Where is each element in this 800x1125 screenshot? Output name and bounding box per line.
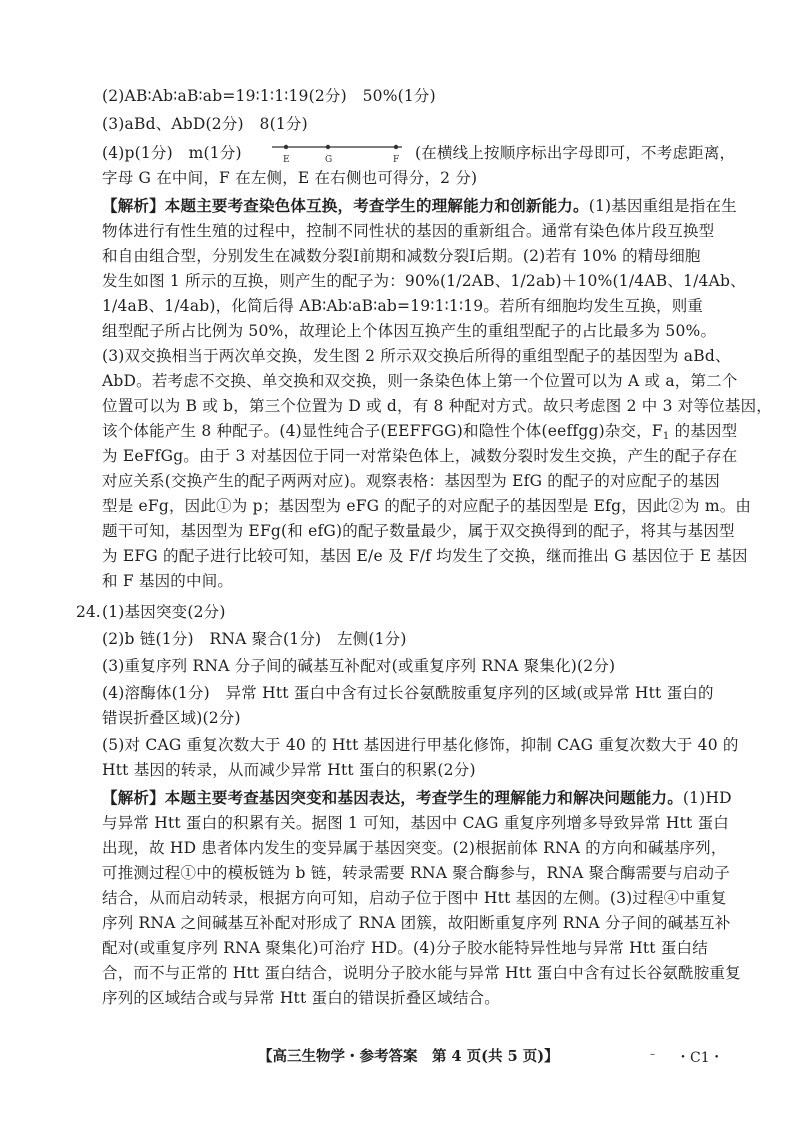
footer-dash: – [650,1049,655,1060]
analysis-23-line-1-rest: (1)基因重组是指在生 [588,197,737,215]
analysis-23-line-16: 和 F 基因的中间。 [102,572,234,590]
gene-label-g: G [325,155,333,165]
page-footer: 【高三生物学・参考答案 第 4 页(共 5 页)】 [258,1048,559,1065]
analysis-23-line-15: 为 EFG 的配子进行比较可知，基因 E/e 及 F/f 均发生了交换，继而推出 G 基因位于 E 基因 [102,547,748,565]
analysis-23-line-3: 和自由组合型，分别发生在减数分裂Ⅰ前期和减数分裂Ⅰ后期。(2)若有 10% 的精母细胞 [102,247,701,265]
answer-24-5: (5)对 CAG 重复次数大于 40 的 Htt 基因进行甲基化修饰，抑制 CAG 重复次数大于 40 的 [102,736,739,754]
analysis-24-line-4: 可推测过程①中的模板链为 b 链，转录需要 RNA 聚合酶参与，RNA 聚合酶需要与启动子 [102,864,730,882]
analysis-24-line-6: 序列 RNA 之间碱基互补配对形成了 RNA 团簇，故阳断重复序列 RNA 分子间的碱基互补 [102,914,731,932]
answer-23-2: (2)AB∶Ab∶aB∶ab=19∶1∶1∶19(2分) 50%(1分) [102,87,436,105]
analysis-23-line-10-text: 该个体能产生 8 种配子。(4)显性纯合子(EEFFGG)和隐性个体(eeffgg)杂交，F [102,422,663,440]
subscript-f1: 1 [662,431,670,442]
analysis-24-line-2: 与异常 Htt 蛋白的积累有关。据图 1 可知，基因中 CAG 重复序列增多导致异常 Htt 蛋白 [102,814,729,832]
analysis-23-line-13: 型是 eFg，因此①为 p；基因型为 eFG 的配子的对应配子的基因型是 Efg，因此②为 m。由 [102,497,752,515]
analysis-23-line-12: 对应关系(交换产生的配子两两对应)。观察表格：基因型为 EfG 的配子的对应配子的基因 [102,472,720,490]
analysis-23-line-9: 位置可以为 B 或 b，第三个位置为 D 或 d，有 8 种配对方式。故只考虑图 2 中 3 对等位基因， [102,397,772,415]
analysis-24-line-1-rest: (1)HD [682,789,732,807]
gene-locus-f [394,145,398,149]
analysis-23-line-6: 组型配子所占比例为 50%，故理论上个体因互换产生的重组型配子的占比最多为 50%。 [102,322,717,340]
question-number-24: 24. [76,603,101,621]
gene-locus-e [284,145,288,149]
answer-23-4-note: (在横线上按顺序标出字母即可，不考虑距离， [415,144,736,162]
analysis-23-line-8: AbD。若考虑不交换、单交换和双交换，则一条染色体上第一个位置可以为 A 或 a，第二个 [102,372,738,390]
answer-24-4-cont: 错误折叠区域)(2分) [102,709,241,727]
analysis-24-line-5: 结合，从而启动转录，根据方向可知，启动子位于图中 Htt 基因的左侧。(3)过程④中重复 [102,889,727,907]
answer-24-3: (3)重复序列 RNA 分子间的碱基互补配对(或重复序列 RNA 聚集化)(2分) [102,657,616,675]
answer-23-4-note-cont: 字母 G 在中间，F 在左侧，E 在右侧也可得分，2 分) [102,169,478,187]
chromosome-gene-order-diagram [272,141,412,165]
answer-24-5-cont: Htt 基因的转录，从而减少异常 Htt 蛋白的积累(2分) [102,761,476,779]
analysis-23-heading: 【解析】本题主要考查染色体互换，考查学生的理解能力和创新能力。 [102,196,589,215]
analysis-24-heading: 【解析】本题主要考查基因突变和基因表达，考查学生的理解能力和解决问题能力。 [102,788,683,807]
answer-24-1: (1)基因突变(2分) [102,603,226,621]
analysis-23-line-4: 发生如图 1 所示的互换，则产生的配子为：90%(1/2AB、1/2ab)＋10%(1/4AB、1/4Ab、 [102,272,746,290]
analysis-23-line-7: (3)双交换相当于两次单交换，发生图 2 所示双交换后所得的重组型配子的基因型为 aBd、 [102,347,731,365]
answer-24-2: (2)b 链(1分) RNA 聚合(1分) 左侧(1分) [102,630,407,648]
analysis-23-line-11: 为 EeFfGg。由于 3 对基因位于同一对常染色体上，减数分裂时发生交换，产生的配子存在 [102,447,738,465]
analysis-23-line-14: 题干可知，基因型为 EFg(和 efG)的配子数量最少，属于双交换得到的配子，将其与基因型 [102,522,735,540]
analysis-24-line-3: 出现，故 HD 患者体内发生的变异属于基因突变。(2)根据前体 RNA 的方向和碱基序列， [102,839,727,857]
analysis-23-line-2: 物体进行有性生殖的过程中，控制不同性状的基因的重新组合。通常有染色体片段互换型 [102,222,715,240]
analysis-23-line-5: 1/4aB、1/4ab)，化简后得 AB∶Ab∶aB∶ab=19∶1∶1∶19。若所有细胞均发生互换，则重 [102,297,704,315]
answer-23-4: (4)p(1分) m(1分) [102,144,242,162]
analysis-23-line-10-tail: 的基因型 [669,422,738,440]
gene-locus-g [326,145,330,149]
answer-24-4: (4)溶酶体(1分) 异常 Htt 蛋白中含有过长谷氨酰胺重复序列的区域(或异常 Htt 蛋白的 [102,684,714,702]
analysis-24-line-1 [102,786,732,810]
analysis-24-line-8: 合，而不与正常的 Htt 蛋白结合，说明分子胶水能与异常 Htt 蛋白中含有过长谷氨酰胺重复 [102,964,741,982]
page-code: ・C1・ [676,1050,724,1066]
gene-label-e: E [283,155,290,165]
answer-23-3: (3)aBd、AbD(2分) 8(1分) [102,115,308,133]
gene-label-f: F [393,155,400,165]
analysis-23-line-1 [102,194,737,218]
analysis-24-line-7: 配对(或重复序列 RNA 聚集化)可治疗 HD。(4)分子胶水能特异性地与异常 Htt 蛋白结 [102,939,708,957]
analysis-24-line-9: 序列的区域结合或与异常 Htt 蛋白的错误折叠区域结合。 [102,989,500,1007]
